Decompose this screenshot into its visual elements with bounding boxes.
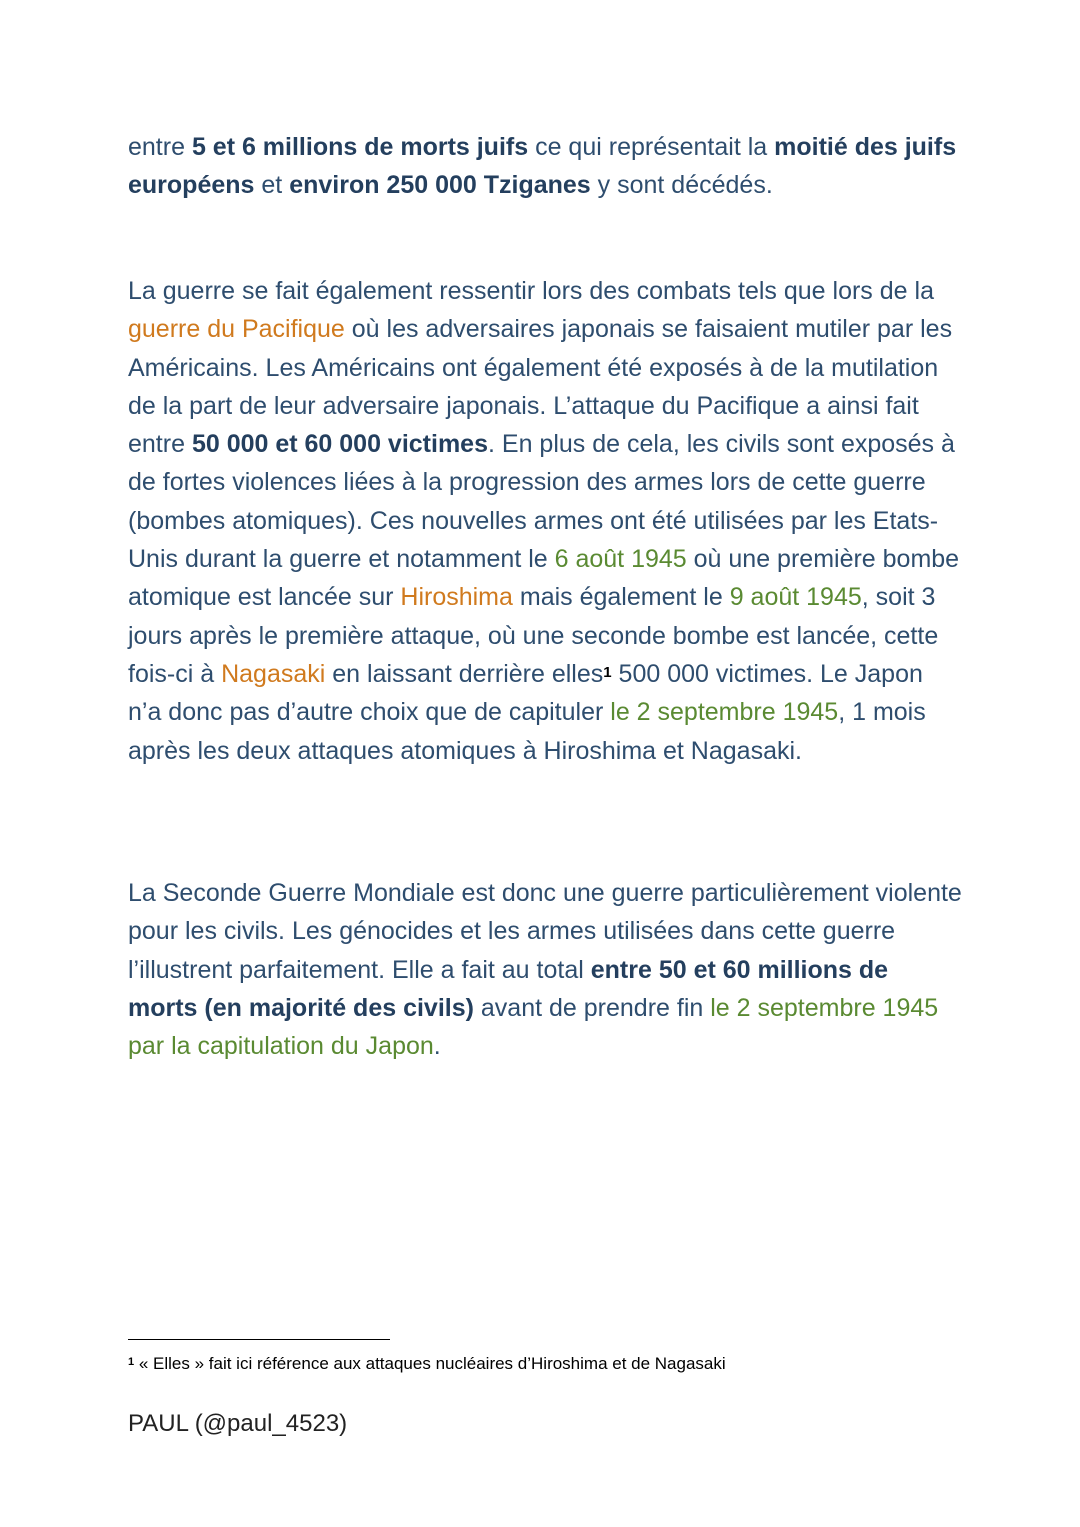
text: .: [433, 1032, 441, 1061]
text: La Seconde Guerre Mondiale est donc une guerre particulièrement violente pour les civils. Les génocides et les armes utilisées dans cette guerre l’illustrent parfaitement. Elle a fait au total: [128, 879, 962, 984]
highlight-bold: moitié des juifs européens: [128, 133, 957, 200]
text: ce qui représentait la: [528, 133, 775, 161]
footnote-divider: [128, 1339, 390, 1340]
footnote: [128, 1352, 1028, 1376]
text: où les adversaires japonais se faisaient mutiler par les Américains. Les Américains ont également été exposés à de la mutilation de la part de leur adversaire japonais. L’attaque du Pacifique a ainsi fait entre: [128, 315, 953, 459]
text: , 1 mois après les deux attaques atomiques à Hiroshima et Nagasaki.: [128, 698, 926, 765]
text: où une première bombe atomique est lancée sur: [128, 545, 960, 612]
text: . En plus de cela, les civils sont exposés à de fortes violences liées à la progression des armes lors de cette guerre (bombes atomiques). Ces nouvelles armes ont été utilisées par les Etats-Unis durant la guerre et notamment le: [128, 430, 955, 574]
footnote-reference[interactable]: 1: [603, 663, 612, 681]
footnote-text: « Elles » fait ici référence aux attaques nucléaires d’Hiroshima et de Nagasaki: [134, 1354, 726, 1373]
highlight-place: Hiroshima: [400, 583, 513, 612]
text: en laissant derrière elles: [325, 659, 604, 688]
paragraph-1: [128, 128, 963, 205]
text: mais également le: [512, 583, 730, 612]
text: avant de prendre fin: [473, 993, 711, 1022]
author-signature: PAUL (@paul_4523): [128, 1410, 348, 1437]
highlight-date: 6 août 1945: [554, 545, 687, 574]
text: entre: [128, 133, 192, 161]
highlight-bold: 50 000 et 60 000 victimes: [191, 430, 488, 459]
highlight-bold: 5 et 6 millions de morts juifs: [191, 133, 529, 161]
highlight-bold: environ 250 000 Tziganes: [289, 171, 591, 200]
text: 500 000 victimes. Le Japon n’a donc pas d’autre choix que de capituler: [128, 659, 923, 727]
text: y sont décédés.: [590, 171, 773, 200]
highlight-date: le 2 septembre 1945: [610, 698, 839, 727]
paragraph-3: [128, 874, 963, 1065]
highlight-bold: entre 50 et 60 millions de morts (en majorité des civils): [128, 955, 889, 1022]
highlight-date: le 2 septembre 1945 par la capitulation du Japon: [128, 993, 939, 1061]
text: , soit 3 jours après le première attaque, où une seconde bombe est lancée, cette fois-ci à: [128, 583, 939, 688]
highlight-place: guerre du Pacifique: [128, 315, 345, 344]
paragraph-2: [128, 272, 963, 770]
highlight-place: Nagasaki: [221, 659, 326, 688]
footnote-number: 1: [128, 1356, 135, 1368]
highlight-date: 9 août 1945: [729, 583, 862, 612]
text: et: [254, 171, 290, 200]
text: La guerre se fait également ressentir lors des combats tels que lors de la: [128, 277, 934, 305]
